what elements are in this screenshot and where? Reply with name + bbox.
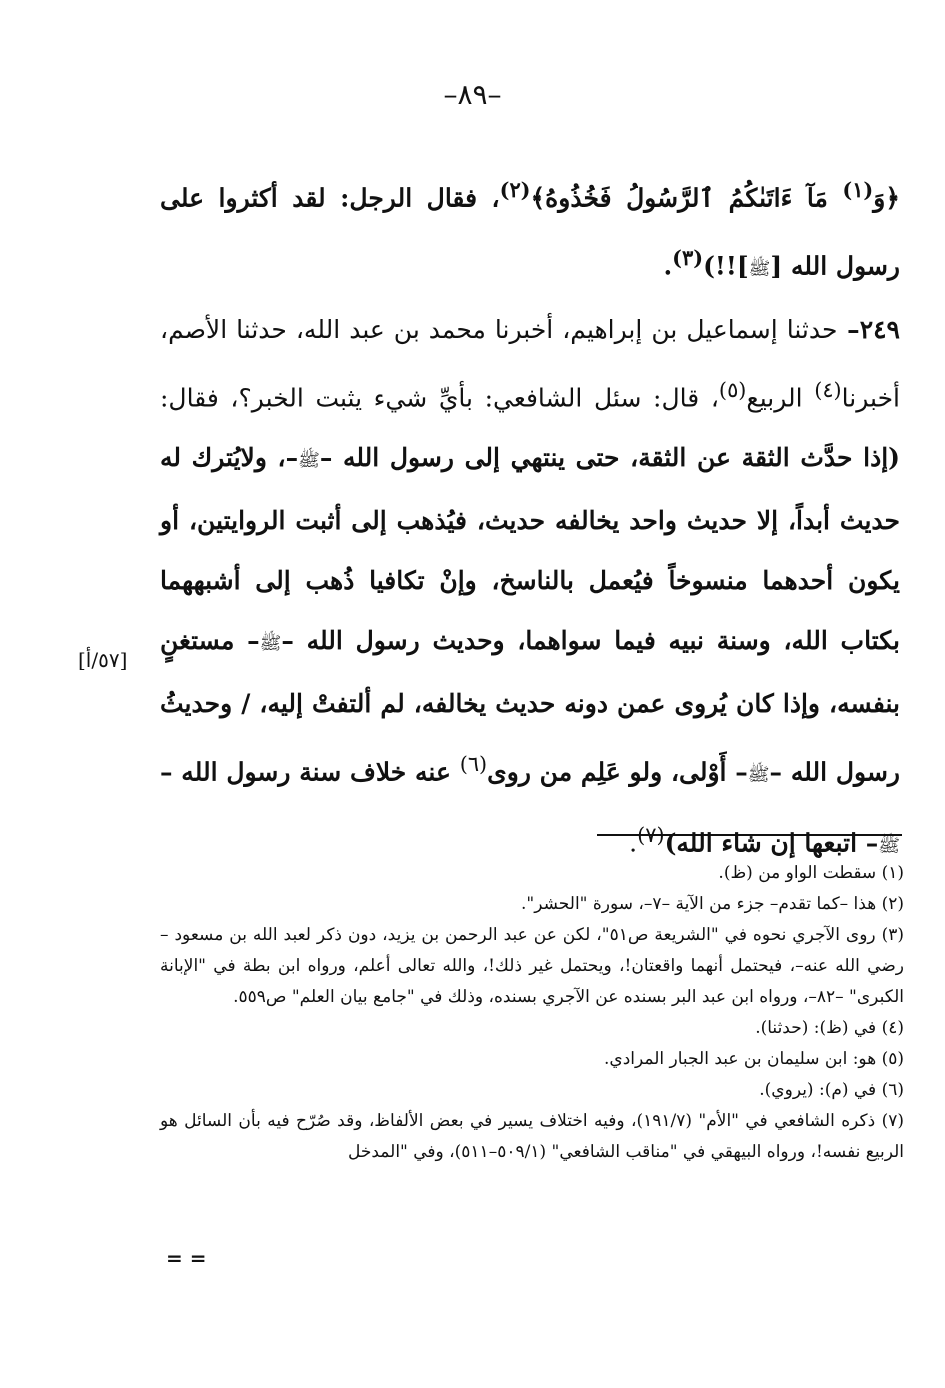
question-text: ، قال: سئل الشافعي: بأيِّ شيء يثبت الخبر؟، فقال: (160, 382, 719, 412)
answer-text-2: –، ولايُترك له حديث أبداً، إلا حديث واحد يخالفه حديث، فيُذهب إلى أثبت الروايتين، أو يكون أحدهما منسوخاً فيُعمل بالناسخ، وإنْ تكافيا ذُهب إلى أشبههما بكتاب الله، وسنة نبيه فيما سواهما، وحديث رسول الله – (160, 442, 900, 655)
hadith-number: ٢٤٩– (837, 314, 900, 344)
honorific-glyph: ﷺ (748, 258, 771, 280)
footnote-divider (597, 834, 902, 836)
answer-text-6: – اتبعها إن شاء الله) (664, 828, 879, 858)
footnote-ref-3: (٣) (672, 245, 704, 271)
man-statement: ، فقال الرجل: لقد أكثروا على رسول الله [ (160, 183, 900, 281)
period: . (663, 251, 673, 281)
footnote-ref-5: (٥) (718, 377, 747, 402)
footnote-2: (٢) هذا –كما تقدم– جزء من الآية –٧–، سورة "الحشر". (521, 894, 904, 914)
footnote-7: (٧) ذكره الشافعي في "الأم" (١٩١/٧)، وفيه اختلاف يسير في بعض الألفاظ، وقد صُرّح فيه بأن السائل هو الربيع نفسه!، ورواه البيهقي في "مناقب الشافعي" (٥٠٩/١–٥١١)، وفي "المدخل (160, 1111, 904, 1162)
footnote-3: (٣) روى الآجري نحوه في "الشريعة ص٥١"، لكن عن عبد الرحمن بن يزيد، دون ذكر لعبد الله بن مسعود –رضي الله عنه–، فيحتمل أنهما واقعتان!، ويحتمل غير ذلك!، والله تعالى أعلم، ورواه ابن بطة في "الإبانة الكبرى" –٨٢–، ورواه ابن عبد البر بسنده عن الآجري بسنده، وذلك في "جامع بيان العلم" ص٥٥٩. (160, 925, 904, 1007)
footnote-ref-4: (٤) (814, 377, 842, 402)
footnote-6: (٦) في (م): (يروي). (759, 1080, 904, 1100)
footnote-ref-7: (٧) (637, 823, 665, 848)
answer-text-5: عنه خلاف سنة رسول الله – (160, 757, 460, 787)
answer-text-3: – مستغنٍ بنفسه، وإذا كان يُروى عمن دونه حديث يخالفه، لم ألتفتْ إليه، / وحديثُ رسول الله – (160, 625, 900, 787)
footnotes (160, 858, 904, 1168)
answer-text-4: – أَوْلى، ولو عَلِم من روى (487, 757, 748, 787)
footnote-ref-6: (٦) (459, 751, 488, 776)
manuscript-folio-marker: [٥٧/أ] (78, 648, 128, 672)
statement-end: ]!!) (703, 251, 749, 281)
main-text (160, 160, 900, 877)
paragraph-quran-quote (160, 160, 900, 300)
honorific-glyph: ﷺ (747, 764, 770, 786)
footnote-ref-1: (١) (842, 177, 874, 202)
footnote-1: (١) سقطت الواو من (ظ). (718, 863, 904, 883)
isnad-text: حدثنا إسماعيل بن إبراهيم، أخبرنا محمد بن عبد الله، حدثنا الأصم، أخبرنا (160, 314, 900, 412)
footnote-5: (٥) هو: ابن سليمان بن عبد الجبار المرادي. (604, 1049, 904, 1069)
paragraph-hadith-249 (160, 300, 900, 877)
answer-text-1: (إذا حدَّث الثقة عن الثقة، حتى ينتهي إلى رسول الله – (319, 442, 900, 472)
quran-verse: مَآ ءَاتَىٰكُمُ ٱلرَّسُولُ فَخُذُوهُ﴾ (530, 183, 843, 213)
page-number: –٨٩– (443, 78, 502, 111)
period: . (629, 828, 638, 858)
footnote-ref-2: (٢) (499, 177, 531, 202)
continuation-mark: = = (166, 1246, 207, 1270)
footnote-4: (٤) في (ظ): (حدثنا). (755, 1018, 904, 1038)
honorific-glyph: ﷺ (259, 632, 282, 654)
quote-open: ﴿وَ (873, 183, 901, 213)
honorific-glyph: ﷺ (878, 835, 900, 857)
honorific-glyph: ﷺ (298, 449, 320, 471)
isnad-rabi: الربيع (746, 382, 815, 412)
